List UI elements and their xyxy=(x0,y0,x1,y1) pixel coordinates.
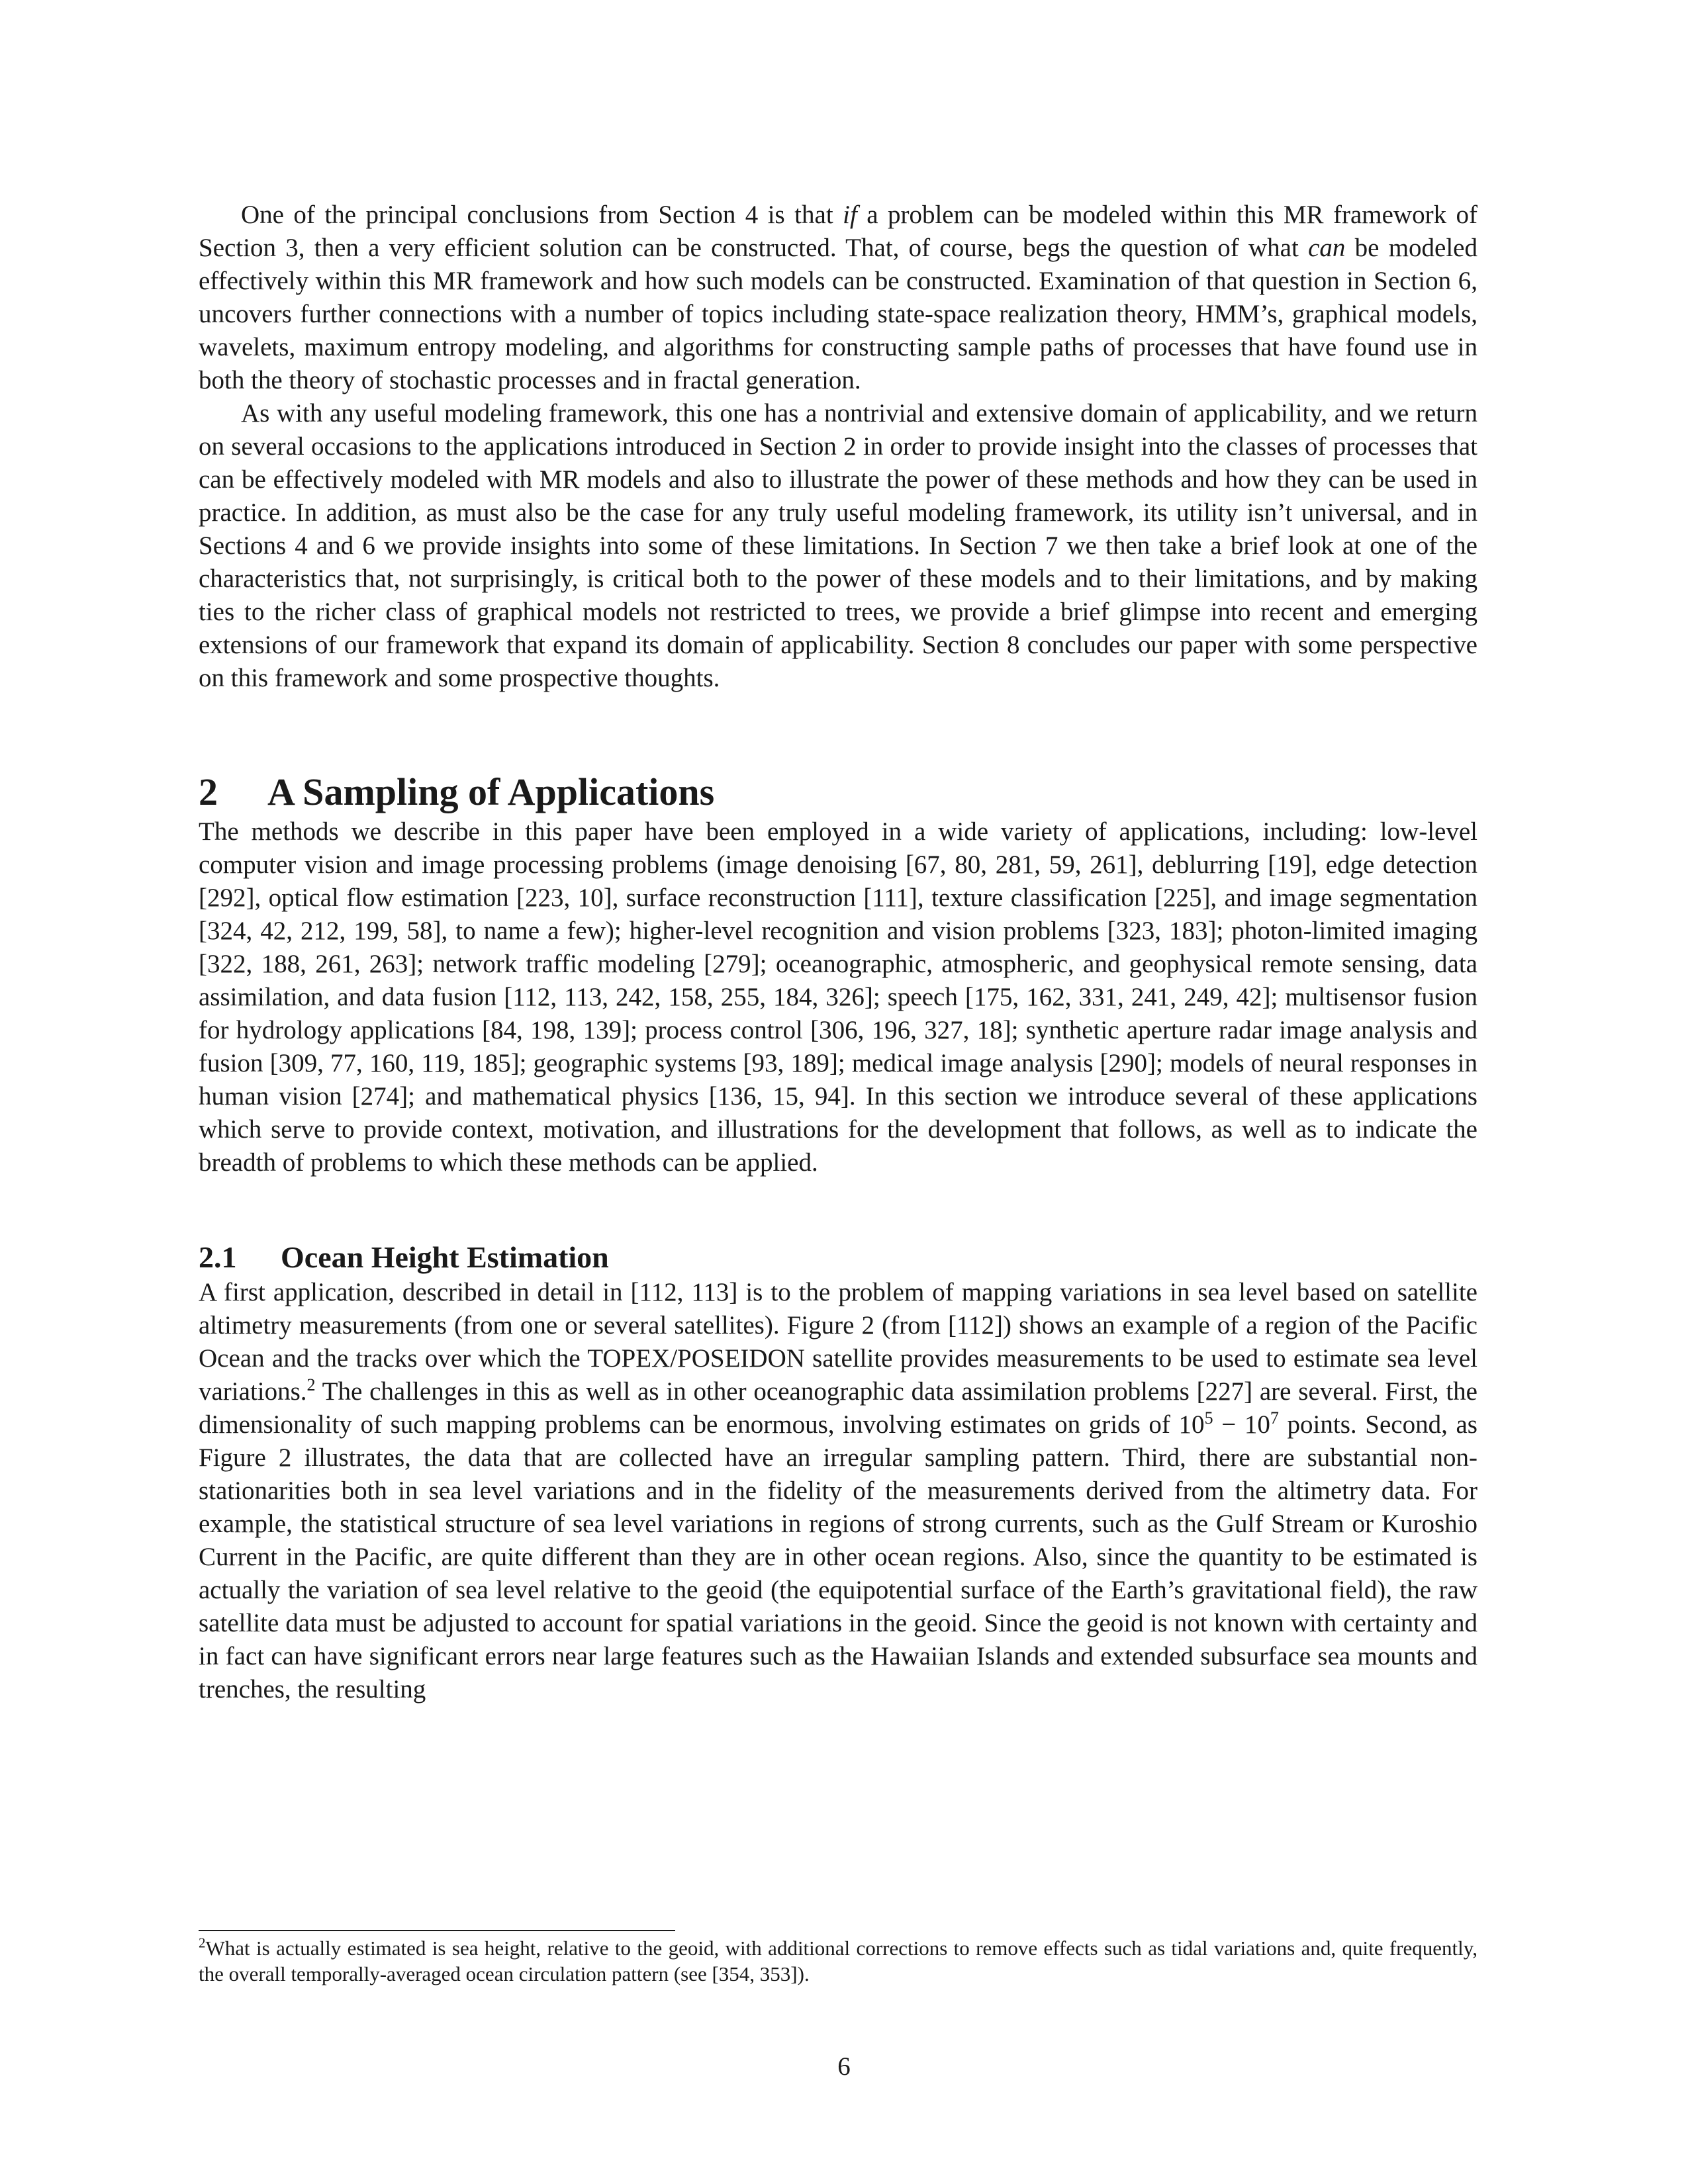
footnote-marker: 2 xyxy=(306,1375,316,1394)
subsection-paragraph: A first application, described in detail in [112, 113] is to the problem of mapping variations in sea level based on satellite altimetry measurements (from one or several satellites). Figure 2 (from [112]) shows an example of a region of the Pacific Ocean and the tracks over which the TOPEX/POSEIDON satellite provides measurements to be used to estimate sea level variations.$^2$ The challenges in this as well as in other oceanographic data assimilation problems [227] are several. First, the dimensionality of such mapping problems can be enormous, involving estimates on grids of $10^5 - 10^7$ points. Second, as Figure 2 illustrates, the data that are collected have an irregular sampling pattern. Third, there are substantial non-stationarities both in sea level variations and in the fidelity of the measurements derived from the altimetry data. For example, the statistical structure of sea level variations in regions of strong currents, such as the Gulf Stream or Kuroshio Current in the Pacific, are quite different than they are in other ocean regions. Also, since the quantity to be estimated is actually the variation of sea level relative to the geoid (the equipotential surface of the Earth’s gravitational field), the raw satellite data must be adjusted to account for spatial variations in the geoid. Since the geoid is not known with certainty and in fact can have significant errors near large features such as the Hawaiian Islands and extended subsurface sea mounts and trenches, the resulting xyxy=(199,1278,1477,1704)
intro-paragraph-2: As with any useful modeling framework, this one has a nontrivial and extensive domain of applicability, and we return on several occasions to the applications introduced in Section 2 in order to provide insight into the classes of processes that can be effectively modeled with MR models and also to illustrate the power of these methods and how they can be used in practice. In addition, as must also be the case for any truly useful modeling framework, its utility isn’t universal, and in Sections 4 and 6 we provide insights into some of these limitations. In Section 7 we then take a brief look at one of the characteristics that, not surprisingly, is critical both to the power of these models and to their limitations, and by making ties to the richer class of graphical models not restricted to trees, we provide a brief glimpse into recent and emerging extensions of our framework that expand its domain of applicability. Section 8 concludes our paper with some perspective on this framework and some prospective thoughts. xyxy=(199,399,1477,692)
footnote-text: What is actually estimated is sea height, relative to the geoid, with additional corrections to remove effects such as tidal variations and, quite frequently, the overall temporally-averaged ocean circulation pattern (see [354, 353]). xyxy=(199,1936,1477,1985)
exponent: 5 xyxy=(1204,1408,1213,1428)
section-number: 2 xyxy=(199,770,218,813)
exponent: 7 xyxy=(1270,1408,1279,1428)
subsection-title: Ocean Height Estimation xyxy=(281,1240,609,1274)
section-paragraph: The methods we describe in this paper have been employed in a wide variety of applications, including: low-level computer vision and image processing problems (image denoising [67, 80, 281, 59, 261], deblurring [19], edge detection [292], optical flow estimation [223, 10], surface reconstruction [111], texture classification [225], and image segmentation [324, 42, 212, 199, 58], to name a few); higher-level recognition and vision problems [323, 183]; photon-limited imaging [322, 188, 261, 263]; network traffic modeling [279]; oceanographic, atmospheric, and geophysical remote sensing, data assimilation, and data fusion [112, 113, 242, 158, 255, 184, 326]; speech [175, 162, 331, 241, 249, 42]; multisensor fusion for hydrology applications [84, 198, 139]; process control [306, 196, 327, 18]; synthetic aperture radar image analysis and fusion [309, 77, 160, 119, 185]; geographic systems [93, 189]; medical image analysis [290]; models of neural responses in human vision [274]; and mathematical physics [136, 15, 94]. In this section we introduce several of these applications which serve to provide context, motivation, and illustrations for the development that follows, as well as to indicate the breadth of problems to which these methods can be applied. xyxy=(199,817,1477,1177)
footnote-rule xyxy=(199,1930,675,1931)
section-heading xyxy=(199,769,1477,815)
subsection-number: 2.1 xyxy=(199,1240,237,1274)
section-title: A Sampling of Applications xyxy=(267,770,715,813)
subsection-heading xyxy=(199,1239,1477,1276)
page-body xyxy=(199,199,1477,1706)
footnote-mark: 2 xyxy=(199,1934,206,1951)
intro-paragraph-1: One of the principal conclusions from Section 4 is that if a problem can be modeled within this MR framework of Section 3, then a very efficient solution can be constructed. That, of course, begs the question of what can be modeled effectively within this MR framework and how such models can be constructed. Examination of that question in Section 6, uncovers further connections with a number of topics including state-space realization theory, HMM’s, graphical models, wavelets, maximum entropy modeling, and algorithms for constructing sample paths of processes that have found use in both the theory of stochastic processes and in fractal generation. xyxy=(199,201,1478,394)
footnote xyxy=(199,1935,1477,1987)
emphasis-can: can xyxy=(1308,234,1346,262)
page-number: 6 xyxy=(837,2052,851,2081)
emphasis-if: if xyxy=(843,201,857,229)
